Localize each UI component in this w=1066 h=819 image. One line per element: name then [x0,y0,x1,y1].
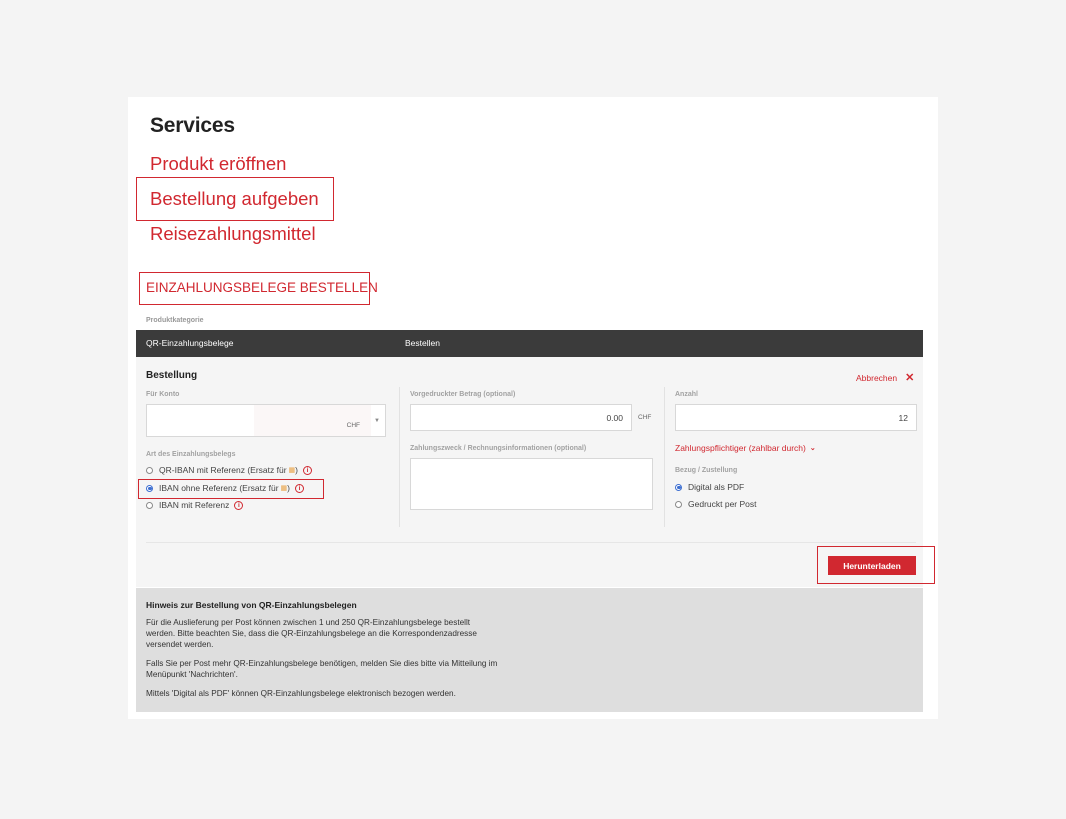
category-cell[interactable]: QR-Einzahlungsbelege [146,338,234,348]
chevron-down-icon[interactable]: ▼ [368,405,385,436]
delivery-label: Bezug / Zustellung [675,467,738,474]
type-option-iban-ohne[interactable]: IBAN ohne Referenz (Ersatz für ▦ ) i [146,481,304,495]
radio-post[interactable] [675,501,682,508]
radio-iban-ohne-selected[interactable] [146,485,153,492]
category-label: Produktkategorie [146,317,204,324]
order-form-panel [136,357,923,587]
document-icon: ▦ [280,485,288,492]
order-action-cell[interactable]: Bestellen [405,338,440,348]
close-icon: ✕ [905,372,915,384]
radio-pdf-selected[interactable] [675,484,682,491]
category-header-bar [136,330,923,357]
account-currency: CHF [346,422,360,429]
type-option-iban-mit-label: IBAN mit Referenz [159,500,230,510]
notice-body [146,617,646,699]
nav-link-produkt-eroeffnen[interactable]: Produkt eröffnen [150,153,287,174]
type-option-qr-iban-label: QR-IBAN mit Referenz (Ersatz für [159,465,287,475]
nav-link-bestellung-aufgeben[interactable]: Bestellung aufgeben [150,188,319,209]
notice-text: Menüpunkt 'Nachrichten'. [146,670,238,679]
payer-toggle[interactable] [675,443,816,453]
type-label: Art des Einzahlungsbelegs [146,451,236,458]
services-card [128,97,938,719]
nav-link-reisezahlungsmittel[interactable]: Reisezahlungsmittel [150,223,316,244]
radio-iban-mit[interactable] [146,502,153,509]
delivery-option-post[interactable] [675,497,757,511]
chevron-down-icon: ⌄ [809,445,816,452]
delivery-option-pdf[interactable] [675,480,744,494]
delivery-option-post-label: Gedruckt per Post [688,499,757,509]
type-option-qr-iban[interactable]: QR-IBAN mit Referenz (Ersatz für ▦ ) i [146,463,312,477]
info-icon[interactable]: i [295,484,304,493]
type-option-iban-ohne-label: IBAN ohne Referenz (Ersatz für [159,483,279,493]
amount-currency: CHF [638,414,652,421]
account-select[interactable] [146,404,386,437]
delivery-option-pdf-label: Digital als PDF [688,482,745,492]
notice-text: werden. Bitte beachten Sie, dass die QR-Einzahlungsbelege an die Korrespondenzadresse [146,629,477,638]
payer-link: Zahlungspflichtiger (zahlbar durch) [675,443,806,453]
cancel-button[interactable] [856,371,914,384]
info-icon[interactable]: i [303,466,312,475]
account-label: Für Konto [146,391,180,398]
radio-qr-iban[interactable] [146,467,153,474]
notice-text: versendet werden. [146,640,214,649]
cancel-label: Abbrechen [856,372,898,383]
info-icon[interactable]: i [234,501,243,510]
section-title: EINZAHLUNGSBELEGE BESTELLEN [146,280,378,295]
form-heading: Bestellung [146,370,198,381]
quantity-label: Anzahl [675,391,698,398]
column-divider [664,387,665,527]
notice-box [136,588,923,712]
amount-input[interactable]: 0.00 [410,404,632,431]
notice-text: Für die Auslieferung per Post können zwischen 1 und 250 QR-Einzahlungsbelege bestellt [146,618,471,627]
document-icon: ▦ [288,467,296,474]
purpose-label: Zahlungszweck / Rechnungsinformationen (optional) [410,445,587,452]
notice-text: Falls Sie per Post mehr QR-Einzahlungsbelege benötigen, melden Sie dies bitte via Mitteilung im [146,659,498,668]
notice-text: Mittels 'Digital als PDF' können QR-Einzahlungsbelege elektronisch bezogen werden. [146,689,456,698]
download-button[interactable]: Herunterladen [828,556,916,575]
amount-label: Vorgedruckter Betrag (optional) [410,391,516,398]
form-divider [146,542,916,543]
page-title: Services [150,114,235,137]
column-divider [399,387,400,527]
purpose-textarea[interactable] [410,458,653,510]
quantity-input[interactable]: 12 [675,404,917,431]
type-option-iban-mit[interactable] [146,498,243,512]
notice-title: Hinweis zur Bestellung von QR-Einzahlungsbelegen [146,600,357,610]
